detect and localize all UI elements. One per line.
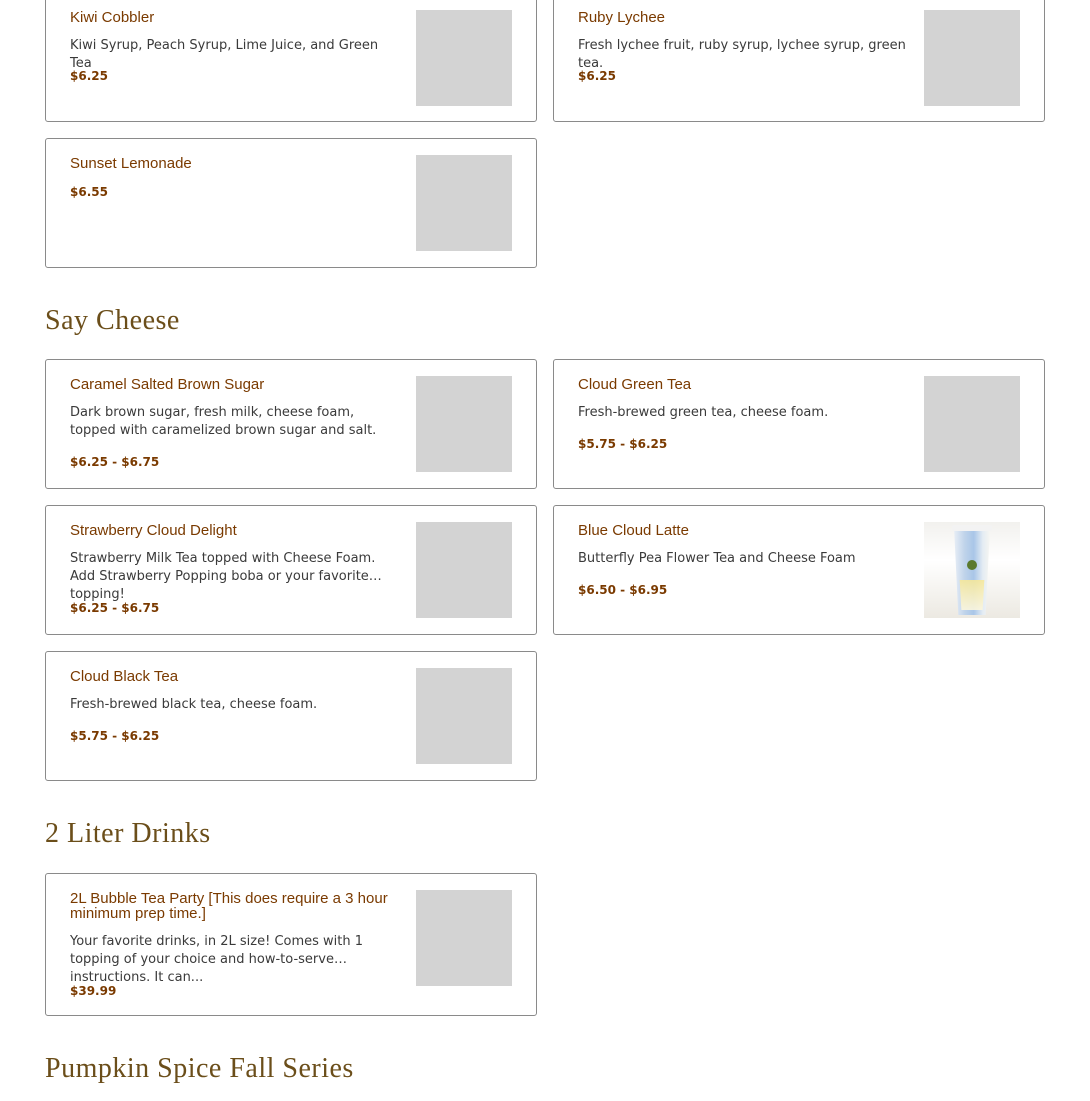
brand-logo-icon xyxy=(967,560,977,570)
item-name: Caramel Salted Brown Sugar xyxy=(70,376,265,393)
item-name: Ruby Lychee xyxy=(578,9,665,26)
menu-item-card[interactable] xyxy=(553,0,1045,122)
item-price: $6.25 xyxy=(578,69,616,83)
drink-photo xyxy=(924,522,1020,618)
item-description: Butterfly Pea Flower Tea and Cheese Foam xyxy=(578,551,856,566)
menu-item-card[interactable] xyxy=(45,138,537,268)
item-image-placeholder xyxy=(416,668,512,764)
cup-lid-shape xyxy=(952,525,992,531)
item-price: $6.55 xyxy=(70,185,108,199)
menu-item-card[interactable] xyxy=(45,359,537,489)
section-title: Pumpkin Spice Fall Series xyxy=(45,1053,354,1084)
menu-item-card[interactable] xyxy=(45,0,537,122)
item-price: $39.99 xyxy=(70,984,117,998)
item-description: Fresh lychee fruit, ruby syrup, lychee syrup, green tea. xyxy=(578,38,906,71)
item-image-placeholder xyxy=(924,10,1020,106)
item-price: $6.25 - $6.75 xyxy=(70,601,160,615)
item-description: Fresh-brewed black tea, cheese foam. xyxy=(70,697,318,712)
menu-item-card[interactable] xyxy=(45,873,537,1016)
item-image-placeholder xyxy=(924,376,1020,472)
section-title: Say Cheese xyxy=(45,305,180,336)
item-description: Dark brown sugar, fresh milk, cheese foam, topped with caramelized brown sugar and salt. xyxy=(70,405,377,438)
item-image-placeholder xyxy=(416,890,512,986)
item-description: Strawberry Milk Tea topped with Cheese Foam. Add Strawberry Popping boba or your favorite topping! xyxy=(70,551,376,602)
item-description: Your favorite drinks, in 2L size! Comes with 1 topping of your choice and how-to-serve instructions. It can... xyxy=(70,934,364,985)
item-price: $5.75 - $6.25 xyxy=(70,729,160,743)
item-image-placeholder xyxy=(416,10,512,106)
section-title: 2 Liter Drinks xyxy=(45,818,211,849)
item-price: $6.25 xyxy=(70,69,108,83)
cheese-foam-shape xyxy=(958,580,986,610)
menu-item-card[interactable] xyxy=(553,359,1045,489)
item-name: Cloud Green Tea xyxy=(578,376,692,393)
item-price: $6.50 - $6.95 xyxy=(578,583,668,597)
menu-item-card[interactable] xyxy=(45,505,537,635)
item-image-placeholder xyxy=(416,522,512,618)
item-name: Cloud Black Tea xyxy=(70,668,179,685)
item-name: Blue Cloud Latte xyxy=(578,522,689,539)
menu-item-card[interactable] xyxy=(553,505,1045,635)
item-name: Kiwi Cobbler xyxy=(70,9,155,26)
item-description: Kiwi Syrup, Peach Syrup, Lime Juice, and Green Tea xyxy=(70,38,379,71)
item-price: $5.75 - $6.25 xyxy=(578,437,668,451)
item-name: Sunset Lemonade xyxy=(70,155,192,172)
item-image-placeholder xyxy=(416,155,512,251)
item-name: Strawberry Cloud Delight xyxy=(70,522,237,539)
item-image-placeholder xyxy=(416,376,512,472)
item-name: 2L Bubble Tea Party [This does require a 3 hour minimum prep time.] xyxy=(70,890,388,922)
menu-item-card[interactable] xyxy=(45,651,537,781)
item-description: Fresh-brewed green tea, cheese foam. xyxy=(578,405,829,420)
item-price: $6.25 - $6.75 xyxy=(70,455,160,469)
